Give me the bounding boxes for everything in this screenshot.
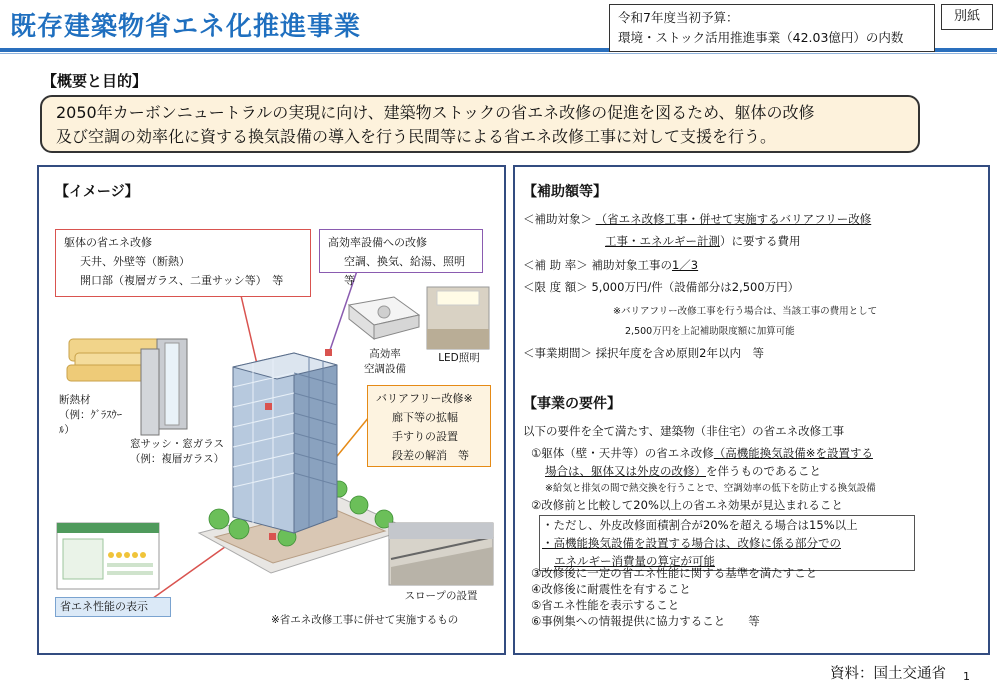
requirement-2-sub-2a: ・高機能換気設備を設置する場合は、改修に係る部分での bbox=[542, 536, 841, 550]
target-row-2 bbox=[605, 233, 801, 250]
requirement-2-sub-1: ・ただし、外皮改修面積割合が20%を超える場合は15%以上 bbox=[542, 518, 858, 532]
aircon-label-line-2: 空調設備 bbox=[364, 363, 406, 375]
requirement-1-underline-2: 場合は、躯体又は外皮の改修） bbox=[545, 464, 706, 478]
overview-heading: 【概要と目的】 bbox=[42, 72, 148, 90]
target-text-2: 工事・エネルギー計測 bbox=[605, 234, 720, 248]
requirement-4: ④改修後に耐震性を有すること bbox=[531, 582, 691, 596]
period-text: 採択年度を含め原則2年以内 等 bbox=[595, 346, 764, 360]
equipment-callout-title: 高効率設備への改修 bbox=[328, 236, 427, 249]
limit-label: ＜限 度 額＞ bbox=[523, 280, 588, 294]
envelope-callout-line-1: 天井、外壁等（断熱） bbox=[80, 255, 190, 268]
aircon-label-line-1: 高効率 bbox=[369, 348, 401, 360]
sash-label-line-1: 窓サッシ・窓ガラス bbox=[130, 438, 224, 450]
requirement-3: ③改修後に一定の省エネ性能に関する基準を満たすこと bbox=[531, 566, 818, 580]
rate-value: 1／3 bbox=[671, 258, 699, 272]
barrier-free-callout bbox=[367, 385, 491, 467]
aircon-illustration bbox=[349, 297, 419, 339]
energy-label-illustration bbox=[57, 523, 159, 589]
target-row bbox=[523, 211, 871, 228]
requirement-2-detail-box bbox=[539, 515, 915, 571]
aircon-label bbox=[355, 347, 415, 377]
rate-text: 補助対象工事の bbox=[591, 258, 672, 272]
rate-label: ＜補 助 率＞ bbox=[523, 258, 588, 272]
page-title: 既存建築物省エネ化推進事業 bbox=[10, 12, 362, 42]
requirement-1-note: ※給気と排気の間で熱交換を行うことで、空調効率の低下を防止する換気設備 bbox=[545, 483, 876, 494]
building-illustration bbox=[233, 353, 337, 533]
insulation-label bbox=[59, 393, 129, 438]
limit-note-2: 2,500万円を上記補助限度額に加算可能 bbox=[625, 326, 795, 337]
limit-text: 5,000万円/件（設備部分は2,500万円） bbox=[591, 280, 800, 294]
period-label: ＜事業期間＞ bbox=[523, 346, 592, 360]
window-sash-illustration bbox=[141, 339, 187, 435]
target-label: ＜補助対象＞ bbox=[523, 212, 592, 226]
budget-line-2: 環境・ストック活用推進事業（42.03億円）の内数 bbox=[618, 30, 904, 45]
budget-line-1: 令和7年度当初予算： bbox=[618, 10, 739, 25]
equipment-retrofit-callout bbox=[319, 229, 483, 287]
image-heading: 【イメージ】 bbox=[55, 184, 139, 200]
insulation-label-line-1: 断熱材 bbox=[59, 394, 91, 406]
requirement-2-sub-2b: エネルギー消費量の算定が可能 bbox=[554, 554, 715, 568]
requirement-1-underline-1: （高機能換気設備※を設置する bbox=[713, 446, 873, 460]
requirements-intro: 以下の要件を全て満たす、建築物（非住宅）の省エネ改修工事 bbox=[523, 424, 845, 438]
rate-row bbox=[523, 257, 698, 274]
energy-display-label: 省エネ性能の表示 bbox=[55, 597, 171, 617]
target-text-1: （省エネ改修工事・併せて実施するバリアフリー改修 bbox=[595, 212, 872, 226]
subsidy-heading: 【補助額等】 bbox=[523, 184, 607, 200]
barrier-free-callout-line-3: 段差の解消 等 bbox=[392, 449, 469, 462]
subsidy-panel bbox=[513, 165, 990, 655]
envelope-callout-title: 躯体の省エネ改修 bbox=[64, 236, 152, 249]
requirement-6: ⑥事例集への情報提供に協力すること 等 bbox=[531, 614, 760, 628]
barrier-free-note: ※省エネ改修工事に併せて実施するもの bbox=[271, 614, 459, 626]
requirements-heading: 【事業の要件】 bbox=[523, 396, 621, 412]
requirement-1 bbox=[531, 445, 873, 462]
barrier-free-callout-line-1: 廊下等の拡幅 bbox=[392, 411, 458, 424]
slope-label: スロープの設置 bbox=[404, 590, 478, 602]
sash-label bbox=[117, 437, 237, 467]
overview-line-1: 2050年カーボンニュートラルの実現に向け、建築物ストックの省エネ改修の促進を図るため、躯体の改修 bbox=[56, 103, 815, 122]
budget-box bbox=[609, 4, 935, 52]
envelope-retrofit-callout bbox=[55, 229, 311, 297]
period-row bbox=[523, 345, 764, 362]
source-credit: 資料：国土交通省 bbox=[830, 666, 946, 682]
sash-label-line-2: （例：複層ガラス） bbox=[129, 453, 225, 465]
barrier-free-callout-line-2: 手すりの設置 bbox=[392, 430, 458, 443]
page-number: 1 bbox=[963, 670, 970, 683]
overview-box bbox=[40, 95, 920, 153]
slope-illustration bbox=[389, 523, 493, 585]
requirement-2: ②改修前と比較して20%以上の省エネ効果が見込まれること bbox=[531, 498, 843, 512]
led-label: LED照明 bbox=[438, 352, 480, 364]
requirement-5: ⑤省エネ性能を表示すること bbox=[531, 598, 680, 612]
image-panel bbox=[37, 165, 506, 655]
barrier-free-callout-title: バリアフリー改修※ bbox=[376, 392, 473, 405]
envelope-callout-line-2: 開口部（複層ガラス、二重サッシ等） 等 bbox=[80, 274, 284, 287]
target-text-3: ）に要する費用 bbox=[720, 234, 801, 248]
title-rule-thin bbox=[0, 53, 997, 54]
requirement-1-suffix: を伴うものであること bbox=[706, 464, 821, 478]
limit-row bbox=[523, 279, 799, 296]
insulation-label-line-2: （例：ｸﾞﾗｽｳｰﾙ） bbox=[59, 409, 122, 436]
requirement-1-prefix: ①躯体（壁・天井等）の省エネ改修 bbox=[531, 446, 714, 460]
attachment-tag: 別紙 bbox=[941, 4, 993, 30]
equipment-callout-line-1: 空調、換気、給湯、照明 等 bbox=[344, 255, 476, 287]
limit-note-1: ※バリアフリー改修工事を行う場合は、当該工事の費用として bbox=[613, 306, 878, 317]
overview-line-2: 及び空調の効率化に資する換気設備の導入を行う民間等による省エネ改修工事に対して支援を行う。 bbox=[56, 127, 777, 146]
led-room-illustration bbox=[427, 287, 489, 349]
requirement-1-cont bbox=[545, 463, 821, 480]
